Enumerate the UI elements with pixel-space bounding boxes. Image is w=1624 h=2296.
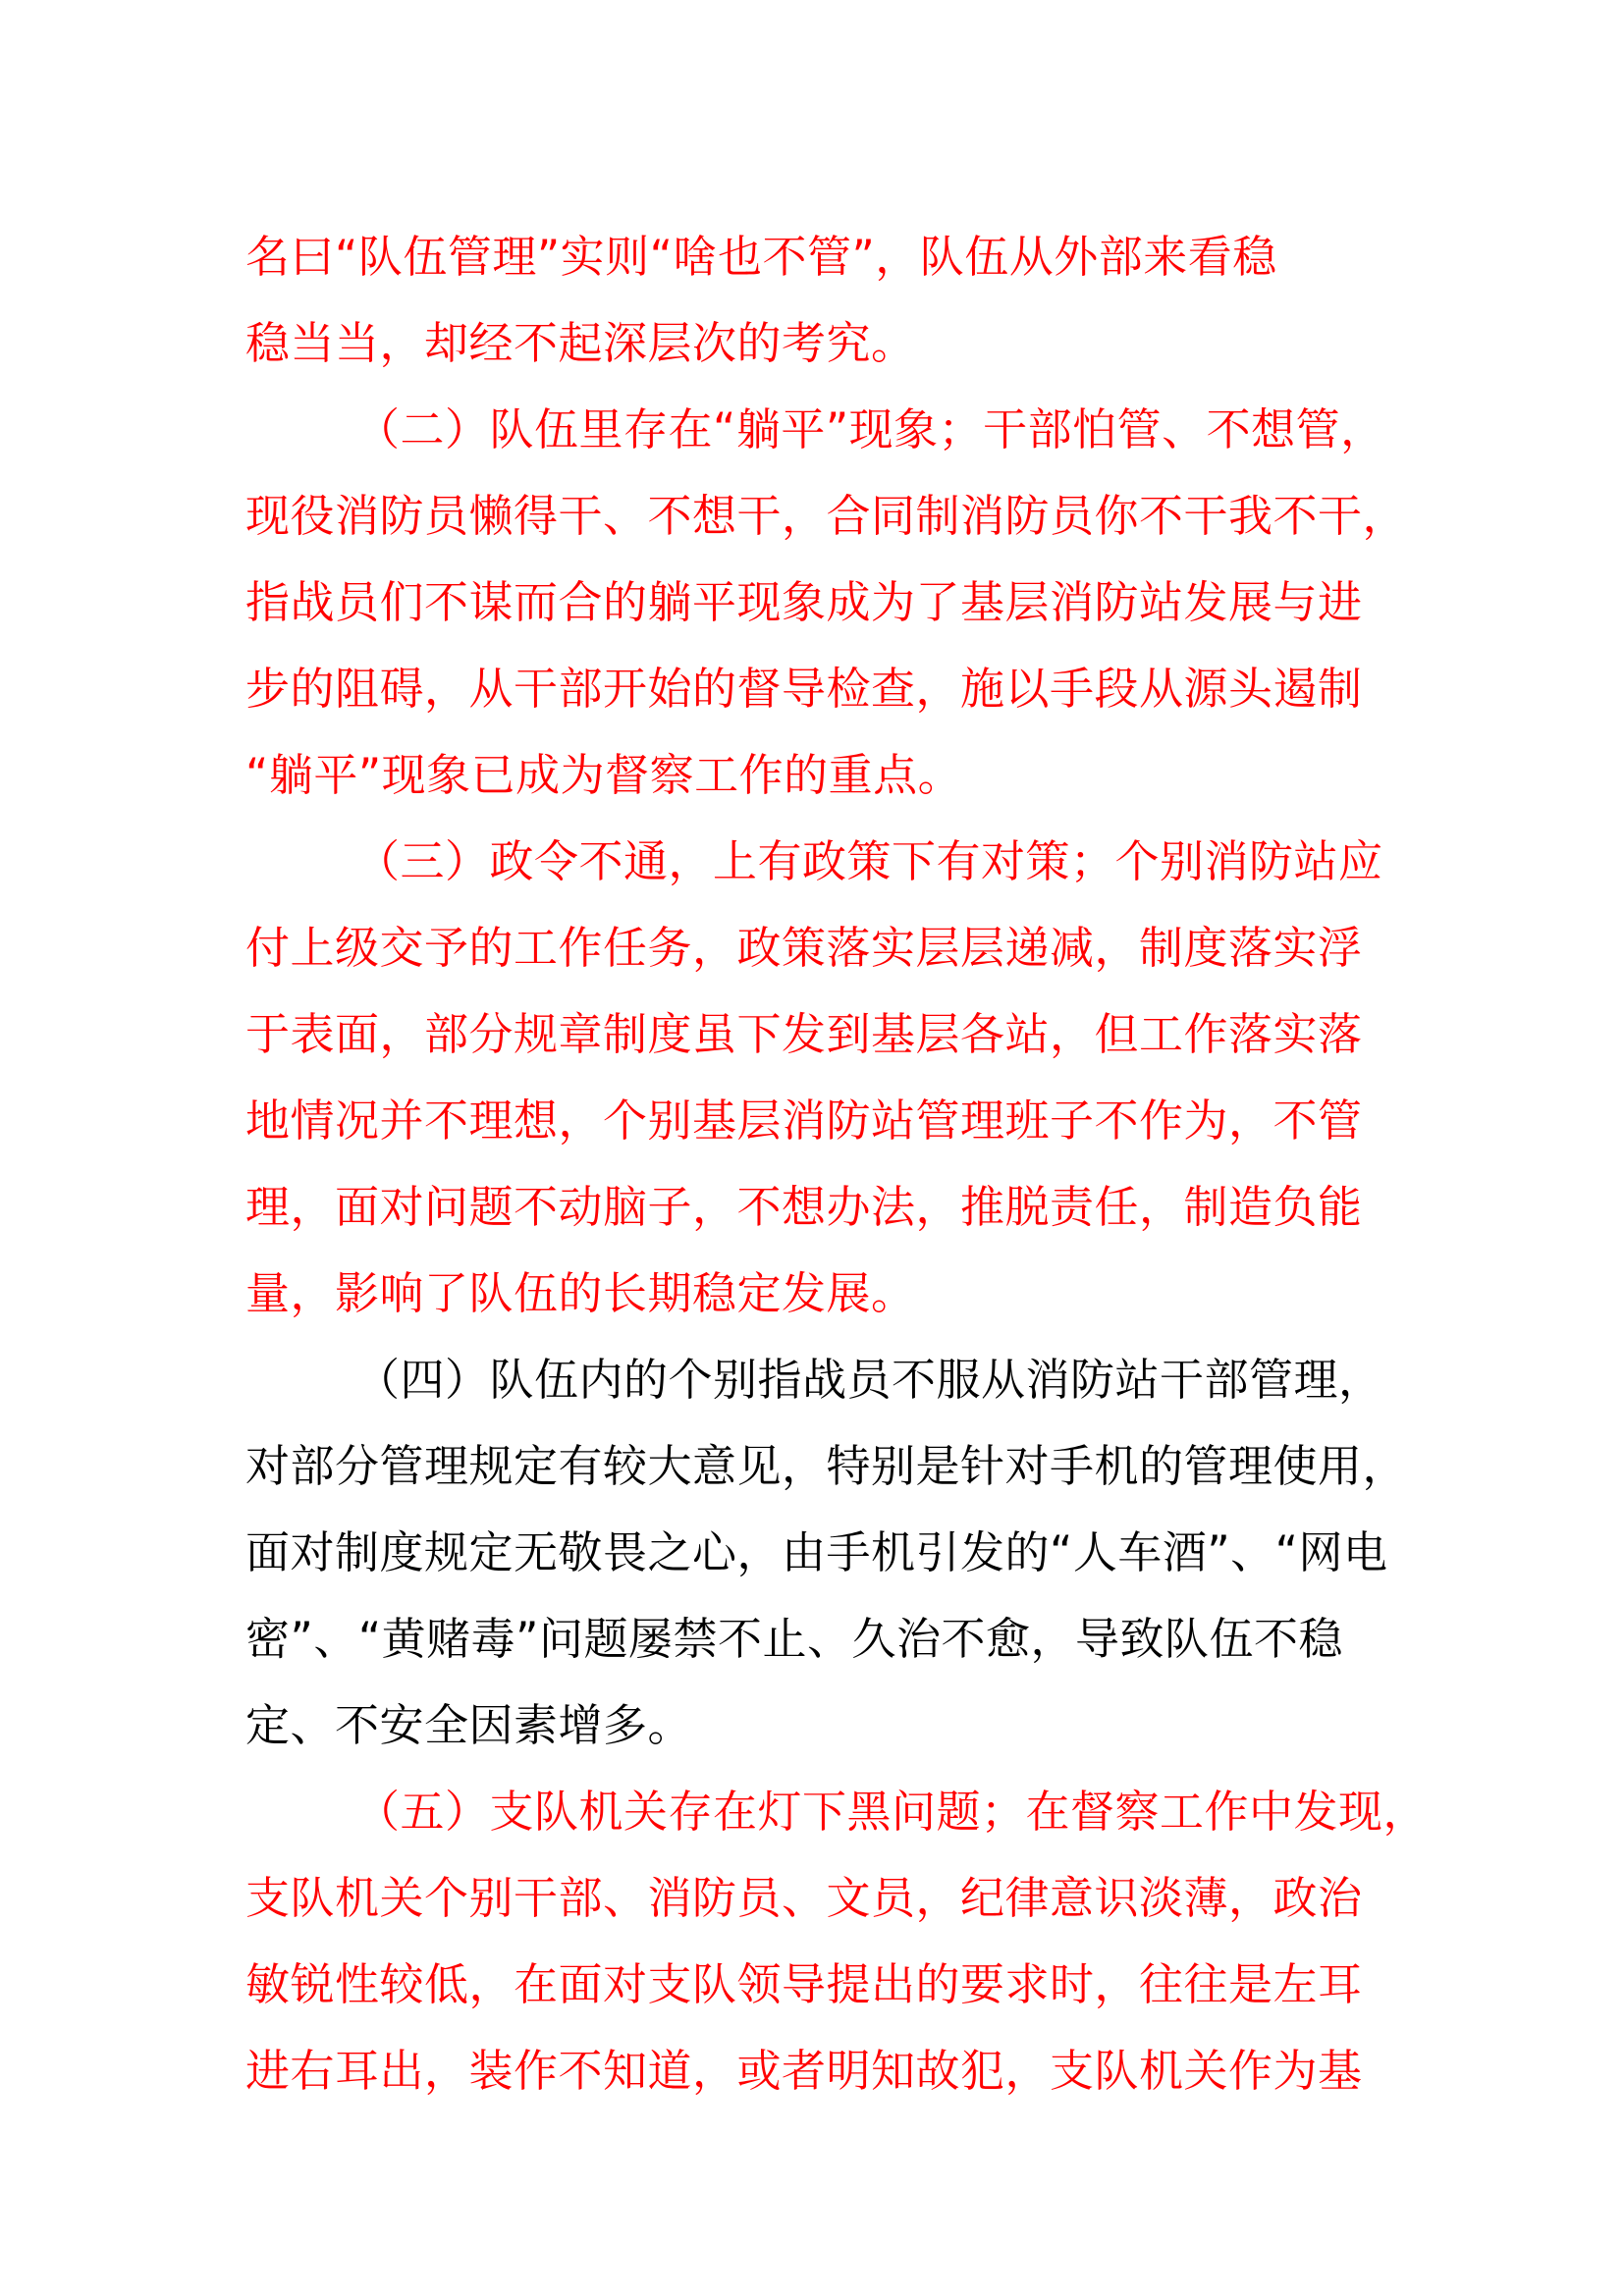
text-line: 对部分管理规定有较大意见，特别是针对手机的管理使用， [245, 1440, 1408, 1492]
text-line: 步的阻碍，从干部开始的督导检查，施以手段从源头遏制 [245, 663, 1363, 715]
text-line: “躺平”现象已成为督察工作的重点。 [245, 749, 963, 801]
text-line: 定、不安全因素增多。 [245, 1699, 693, 1751]
text-line: 稳当当，却经不起深层次的考究。 [245, 317, 916, 369]
text-line: 支队机关个别干部、消防员、文员，纪律意识淡薄，政治 [245, 1872, 1363, 1924]
paragraph-2-start: （二）队伍里存在“躺平”现象；干部怕管、不想管， [355, 403, 1385, 455]
text-line: 面对制度规定无敬畏之心，由手机引发的“人车酒”、“网电 [245, 1526, 1388, 1578]
text-line: 名曰“队伍管理”实则“啥也不管”，队伍从外部来看稳 [245, 231, 1277, 283]
text-line: 地情况并不理想，个别基层消防站管理班子不作为，不管 [245, 1095, 1363, 1147]
text-line: 付上级交予的工作任务，政策落实层层递减，制度落实浮 [245, 922, 1363, 974]
text-line: 现役消防员懒得干、不想干，合同制消防员你不干我不干， [245, 490, 1408, 542]
text-line: 进右耳出，装作不知道，或者明知故犯，支队机关作为基 [245, 2045, 1363, 2097]
text-line: 量，影响了队伍的长期稳定发展。 [245, 1267, 916, 1319]
paragraph-3-start: （三）政令不通，上有政策下有对策；个别消防站应 [355, 835, 1383, 887]
text-line: 密”、“黄赌毒”问题屡禁不止、久治不愈，导致队伍不稳 [245, 1613, 1343, 1665]
paragraph-5-start: （五）支队机关存在灯下黑问题；在督察工作中发现， [355, 1786, 1429, 1838]
text-line: 指战员们不谋而合的躺平现象成为了基层消防站发展与进 [245, 576, 1363, 628]
document-body [245, 214, 1429, 2114]
text-line: 于表面，部分规章制度虽下发到基层各站，但工作落实落 [245, 1008, 1363, 1060]
paragraph-4-start: （四）队伍内的个别指战员不服从消防站干部管理， [355, 1354, 1383, 1406]
text-line: 理，面对问题不动脑子，不想办法，推脱责任，制造负能 [245, 1181, 1363, 1233]
text-line: 敏锐性较低，在面对支队领导提出的要求时，往往是左耳 [245, 1958, 1363, 2010]
